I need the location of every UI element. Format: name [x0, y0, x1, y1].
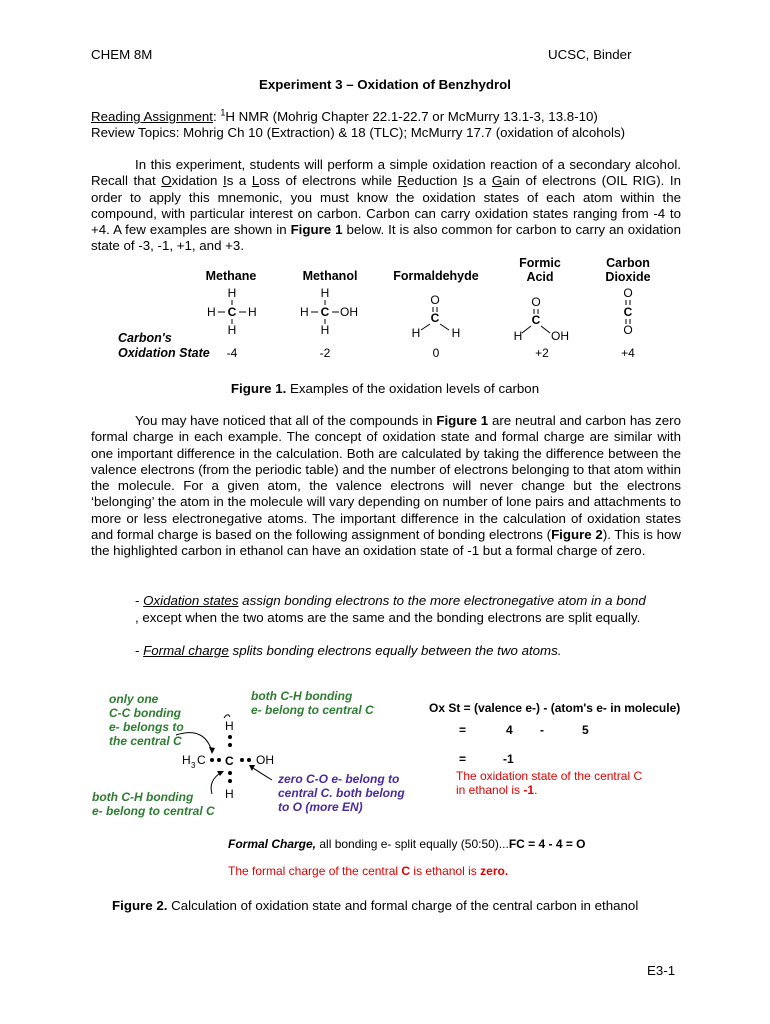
formal-charge-conclusion [228, 864, 508, 878]
eq1-minus: - [540, 723, 544, 737]
svg-text:OH: OH [551, 329, 569, 343]
svg-text:C: C [197, 753, 206, 767]
co-note-2: central C. both belong [278, 786, 405, 800]
para1-text-b: In order to apply this mnemonic, you must know the oxidation states of each atom within the compound, with particular interest on carbon. Carbon can carry oxidation states ranging from -4 to +4. A few examples are shown in [91, 173, 681, 238]
mnemonic-r: R [397, 173, 408, 189]
svg-text:O: O [531, 295, 541, 309]
bullet1-end: , except when the two atoms are the same and the bonding electrons are split equally. [135, 609, 641, 625]
eq2-result: -1 [503, 752, 514, 766]
svg-text:C: C [225, 754, 234, 768]
para1-text-c: below. It is also common for carbon to carry an oxidation state of -3, -1, +1, and +3. [91, 222, 681, 254]
review-topics: Review Topics: Mohrig Ch 10 (Extraction) & 18 (TLC); McMurry 17.7 (oxidation of alcohols) [91, 125, 626, 140]
ch-top-note-1: both C-H bonding [251, 689, 353, 703]
svg-text:O: O [623, 323, 633, 337]
bullet1-term: Oxidation states [143, 593, 239, 608]
reading-assignment: Reading Assignment: $^1$H NMR (Mohrig Chapter 22.1-22.7 or McMurry 13.1-3, 13.8-10) [91, 107, 598, 124]
co-note-3: to O (more EN) [278, 800, 363, 814]
svg-text:OH: OH [256, 753, 274, 767]
ch-bottom-note-2: e- belong to central C [92, 804, 215, 818]
para2-text-b: are neutral and carbon has zero formal charge in each example. The concept of oxidation state and formal charge are similar with one important difference in the calculation. Both are calculated by taking the difference between the valence electrons (from the periodic table) and the number of electrons belonging to that atom within the molecule. For a given atom, the valence electrons will never change but the electrons ‘belonging’ the atom in the molecule will vary depending on number of lone pairs and attachments to more or less electronegative atoms. The important difference in the calculation of oxidation states and formal charge is based on the following assignment of bonding electrons ( [91, 413, 681, 543]
ch-bottom-note-1: both C-H bonding [92, 790, 194, 804]
eq1-owned: 5 [582, 723, 589, 737]
svg-text:H: H [227, 323, 237, 337]
svg-text:H: H [451, 326, 461, 340]
fc-conclusion-b: C [401, 864, 411, 878]
fc-rest: all bonding e- split equally (50:50)... [316, 837, 509, 851]
cc-note-3: e- belongs to [109, 720, 184, 734]
bullet2-dash: - [135, 643, 144, 658]
svg-text:H: H [207, 305, 216, 319]
svg-text:C: C [430, 311, 440, 325]
para2-text-c: ). This is how the highlighted carbon in ethanol can have an oxidation state of -1 but a formal charge of zero. [91, 527, 681, 559]
oxidation-state-conclusion [456, 769, 642, 797]
header-formic-2: Acid [526, 270, 554, 284]
state-methanol: -2 [319, 346, 331, 360]
mnemonic-i1: I [222, 173, 227, 189]
fc-conclusion-d: zero. [480, 864, 509, 878]
mnemonic-ain: ain of electrons (OIL RIG). [502, 173, 670, 189]
formal-charge-line [228, 837, 586, 851]
mnemonic-oss: oss of electrons while [259, 173, 398, 189]
page-number: E3-1 [647, 963, 676, 978]
mnemonic-g: G [491, 173, 503, 189]
svg-text:OH: OH [340, 305, 358, 319]
svg-text:C: C [623, 305, 633, 319]
row-label-1: Carbon's [118, 331, 172, 345]
svg-text:H: H [320, 323, 330, 337]
bullet2-term: Formal charge [143, 643, 229, 658]
reading-label: Reading Assignment [91, 109, 213, 124]
eq1-equals: = [459, 723, 467, 737]
bullet1-dash: - [135, 593, 144, 608]
eq1-valence: 4 [506, 723, 513, 737]
mnemonic-o: O [161, 173, 172, 189]
figure2-caption-text: Calculation of oxidation state and formal charge of the central carbon in ethanol [167, 898, 639, 913]
svg-text:H: H [182, 753, 191, 767]
mnemonic-xidation: xidation [171, 173, 223, 189]
mnemonic-eduction: eduction [407, 173, 463, 189]
ox-conclusion-1: The oxidation state of the central C [456, 769, 643, 783]
svg-text:H: H [225, 787, 234, 801]
mnemonic-sa1: s a [226, 173, 252, 189]
svg-text:H: H [300, 305, 309, 319]
figure1-ref: Figure 1 [290, 222, 343, 238]
header-course: CHEM 8M [91, 47, 153, 62]
para1-text-a: In this experiment, students will perform a simple oxidation reaction of a secondary alcohol. Recall that [91, 157, 681, 189]
svg-text:3: 3 [191, 761, 196, 770]
figure1-caption-label: Figure 1. [230, 381, 287, 396]
svg-text:H: H [248, 305, 257, 319]
para2-figure2-ref: Figure 2 [551, 527, 603, 543]
figure2-caption-label: Figure 2. [112, 898, 168, 913]
fc-conclusion-c: is ethanol is [410, 864, 481, 878]
svg-text:H: H [227, 286, 237, 300]
state-carbon-dioxide: +4 [621, 346, 635, 360]
figure1-caption-text: Examples of the oxidation levels of carbon [286, 381, 540, 396]
cc-note-2: C-C bonding [109, 706, 181, 720]
reading-sup: 1 [220, 107, 226, 118]
ch-top-note-2: e- belong to central C [251, 703, 374, 717]
cc-note-4: the central C [109, 734, 182, 748]
eq2-equals: = [459, 752, 467, 766]
header-formaldehyde: Formaldehyde [393, 269, 479, 283]
svg-text:H: H [320, 286, 330, 300]
cc-note-1: only one [109, 692, 159, 706]
ox-conclusion-2b: -1 [523, 783, 535, 797]
header-co2-2: Dioxide [605, 270, 651, 284]
row-label-2: Oxidation State [118, 346, 210, 360]
para2-text-a: You may have noticed that all of the compounds in [135, 413, 437, 428]
header-methane: Methane [205, 269, 257, 283]
svg-text:H: H [513, 329, 523, 343]
header-methanol: Methanol [302, 269, 358, 283]
fc-equation: FC = 4 - 4 = O [508, 837, 586, 851]
state-formaldehyde: 0 [432, 346, 440, 360]
mnemonic-l: L [251, 173, 260, 189]
svg-text:C: C [227, 305, 237, 319]
mnemonic-i2: I [462, 173, 467, 189]
svg-text:C: C [320, 305, 330, 319]
co-note-1: zero C-O e- belong to [278, 772, 400, 786]
ox-conclusion-2a: in ethanol is [456, 783, 524, 797]
fc-italic: Formal Charge, [228, 837, 317, 851]
state-methane: -4 [226, 346, 238, 360]
reading-text: H NMR (Mohrig Chapter 22.1-22.7 or McMurry 13.1-3, 13.8-10) [225, 109, 598, 124]
para2-figure1-ref: Figure 1 [436, 413, 489, 428]
header-formic-1: Formic [519, 256, 561, 270]
svg-text:C: C [531, 313, 541, 327]
state-formic-acid: +2 [535, 346, 549, 360]
header-co2-1: Carbon [606, 256, 650, 270]
bullet1-rest: assign bonding electrons to the more electronegative atom in a bond [238, 593, 646, 608]
ox-conclusion-2c: . [534, 783, 538, 797]
svg-text:H: H [411, 326, 421, 340]
svg-text:H: H [225, 719, 234, 733]
header-instructor: UCSC, Binder [548, 47, 632, 62]
page-title: Experiment 3 – Oxidation of Benzhydrol [259, 77, 511, 92]
figure2-caption [112, 898, 638, 913]
svg-text:O: O [623, 286, 633, 300]
mnemonic-sa2: s a [466, 173, 492, 189]
fc-conclusion-a: The formal charge of the central [228, 864, 402, 878]
bullet2-rest: splits bonding electrons equally between the two atoms. [228, 643, 562, 658]
svg-text:O: O [430, 293, 440, 307]
oxidation-state-formula: Ox St = (valence e-) - (atom's e- in molecule) [429, 701, 681, 715]
